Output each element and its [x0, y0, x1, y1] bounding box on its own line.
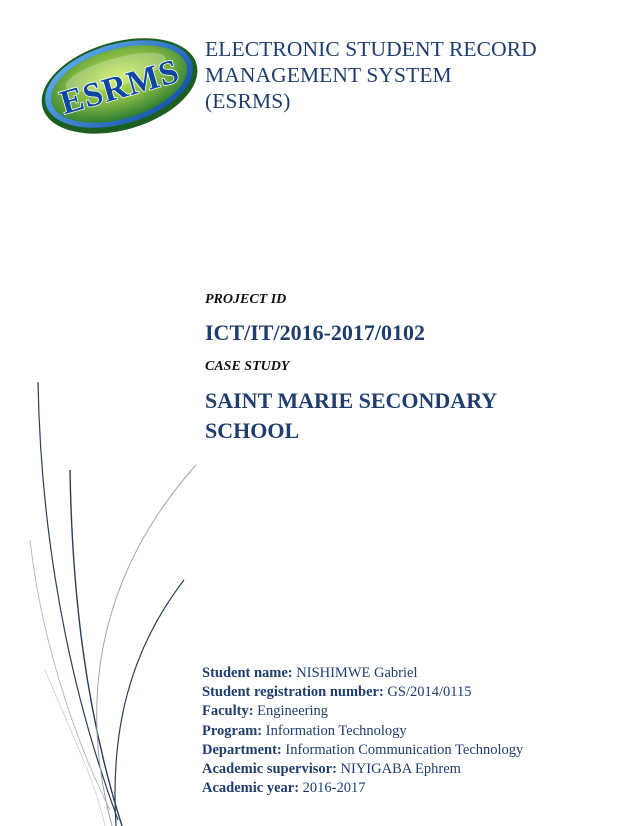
detail-value: Engineering — [257, 703, 329, 720]
esrms-logo — [34, 30, 204, 138]
detail-value: GS/2014/0115 — [387, 684, 472, 701]
case-study-line: SCHOOL — [205, 418, 300, 443]
detail-key: Faculty: — [202, 703, 254, 720]
detail-row — [202, 664, 632, 683]
detail-key: Department: — [202, 741, 282, 758]
detail-key: Academic supervisor: — [202, 761, 337, 778]
decorative-swooshes — [0, 370, 230, 826]
title-line: ELECTRONIC STUDENT RECORD — [205, 37, 537, 61]
case-study-value — [205, 386, 605, 446]
detail-row — [202, 702, 632, 721]
esrms-logo-graphic — [34, 30, 204, 138]
title-line: MANAGEMENT SYSTEM — [205, 63, 452, 87]
detail-value: NIYIGABA Ephrem — [340, 761, 461, 778]
case-study-label: CASE STUDY — [205, 359, 290, 374]
detail-row — [202, 741, 632, 760]
project-id-value: ICT/IT/2016-2017/0102 — [205, 320, 426, 345]
case-study-line: SAINT MARIE SECONDARY — [205, 388, 498, 413]
title-line: (ESRMS) — [205, 89, 291, 113]
logo-text: ESRMS — [56, 52, 184, 122]
student-details — [202, 664, 632, 798]
detail-key: Student name: — [202, 665, 293, 681]
detail-value: NISHIMWE Gabriel — [296, 665, 418, 681]
detail-row — [202, 683, 632, 702]
detail-key: Program: — [202, 722, 263, 739]
detail-key: Academic year: — [202, 780, 300, 797]
detail-row — [202, 779, 632, 798]
document-title — [205, 36, 625, 114]
detail-value: Information Communication Technology — [285, 741, 524, 758]
detail-value: 2016-2017 — [302, 780, 366, 797]
detail-value: Information Technology — [265, 722, 407, 739]
project-id-label: PROJECT ID — [205, 292, 287, 307]
detail-row — [202, 722, 632, 741]
detail-row — [202, 760, 632, 779]
detail-key: Student registration number: — [202, 684, 384, 701]
